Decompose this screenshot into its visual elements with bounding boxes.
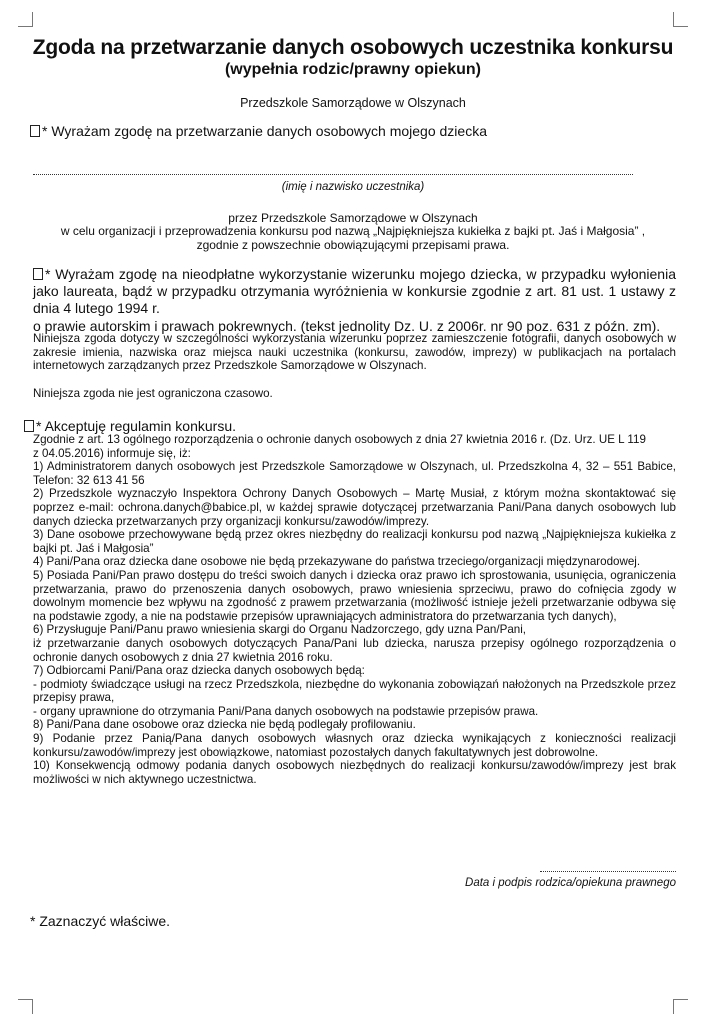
signature-field[interactable] — [540, 869, 676, 872]
document-subtitle: (wypełnia rodzic/prawny opiekun) — [224, 61, 482, 78]
gdpr-item: 3) Dane osobowe przechowywane będą przez okres niezbędny do realizacji konkursu pod nazwą „Najpiękniejsza kukiełka z bajki pt. Jaś i Małgosia” — [33, 528, 676, 555]
gdpr-information — [33, 433, 676, 786]
gdpr-item: 2) Przedszkole wyznaczyło Inspektora Ochrony Danych Osobowych – Martę Musiał, z którym można skontaktować się poprzez e-mail: ochrona.danych@babice.pl, w każdej sprawie dotyczącej przetwarzania Pani/Pana danych osobowych lub danych dziecka przetwarzanych przy organizacji konkursu/zawodów/imprezy. — [33, 487, 676, 528]
crop-mark-bottom-right — [673, 999, 688, 1014]
accept-regulations-label: * Akceptuję regulamin konkursu. — [36, 418, 236, 434]
crop-mark-bottom-left — [18, 999, 33, 1014]
crop-mark-top-right — [673, 12, 688, 27]
document-title: Zgoda na przetwarzanie danych osobowych uczestnika konkursu — [32, 36, 674, 59]
copyright-law-reference: o prawie autorskim i prawach pokrewnych. (tekst jednolity Dz. U. z 2006r. nr 90 poz. 631 z późn. zm). — [33, 318, 661, 334]
gdpr-item: 10) Konsekwencją odmowy podania danych osobowych niezbędnych do realizacji konkursu/zawodów/imprezy jest brak możliwości w nich aktywnego uczestnictwa. — [33, 759, 676, 786]
consent-image-use[interactable] — [33, 266, 676, 317]
gdpr-intro-2: z 04.05.2016) informuje się, iż: — [33, 446, 191, 460]
consent-data-processing-label: * Wyrażam zgodę na przetwarzanie danych osobowych mojego dziecka — [42, 123, 487, 139]
gdpr-item: iż przetwarzanie danych osobowych dotyczących Pana/Pani lub dziecka, narusza przepisy ogólnego rozporządzenia o ochronie danych osobowych z dnia 27 kwietnia 2016 roku. — [33, 636, 676, 664]
child-name-field[interactable] — [33, 172, 633, 175]
school-name: Przedszkole Samorządowe w Olszynach — [240, 96, 466, 110]
gdpr-item: 5) Posiada Pani/Pan prawo dostępu do treści swoich danych i dziecka oraz prawo ich sprostowania, usunięcia, ograniczenia przetwarzania, prawo do przenoszenia danych osobowych, prawo wniesienia sprzeciwu, prawo do cofnięcia zgody w dowolnym momencie bez wpływu na zgodność z prawem przetwarzania (możliwość istnieje jeżeli przetwarzanie odbywa się na podstawie zgody, a nie na podstawie przepisów uprawniających administratora do przetwarzania tych danych), — [33, 568, 676, 623]
crop-mark-top-left — [18, 12, 33, 27]
gdpr-item: - podmioty świadczące usługi na rzecz Przedszkola, niezbędne do wykonania zobowiązań nałożonych na Przedszkole przez przepisy prawa, — [33, 677, 676, 705]
gdpr-item: 6) Przysługuje Pani/Panu prawo wniesienia skargi do Organu Nadzorczego, gdy uzna Pan/Pani, — [33, 623, 527, 637]
consent-unlimited-note: Niniejsza zgoda nie jest ograniczona czasowo. — [33, 387, 273, 400]
consent-line-2: w celu organizacji i przeprowadzenia konkursu pod nazwą „Najpiękniejsza kukiełka z bajki pt. Jaś i Małgosia” , — [60, 224, 646, 238]
gdpr-item: - organy uprawnione do otrzymania Pani/Pana danych osobowych na podstawie przepisów prawa. — [33, 704, 539, 718]
consent-image-use-label: * Wyrażam zgodę na nieodpłatne wykorzystanie wizerunku mojego dziecka, w przypadku wyłonienia jako laureata, bądź w przypadku otrzymania wyróżnienia w konkursie zgodnie z art. 81 ust. 1 ustawy z dnia 4 lutego 1994 r. — [33, 266, 676, 316]
consent-data-processing[interactable] — [30, 123, 487, 140]
consent-line-3: zgodnie z powszechnie obowiązującymi przepisami prawa. — [196, 238, 510, 252]
consent-line-1: przez Przedszkole Samorządowe w Olszynach — [228, 211, 478, 225]
gdpr-item: 4) Pani/Pana oraz dziecka dane osobowe nie będą przekazywane do państwa trzeciego/organizacji międzynarodowej. — [33, 555, 641, 569]
gdpr-item: 8) Pani/Pana dane osobowe oraz dziecka nie będą podlegały profilowaniu. — [33, 718, 416, 732]
image-use-details: Niniejsza zgoda dotyczy w szczególności wykorzystania wizerunku poprzez zamieszczenie fotografii, danych osobowych w zakresie imienia, nazwiska oraz miejsca nauki uczestnika (konkursu, zawodów, imprezy) w publikacjach na portalach internetowych zarządzanych przez Przedszkole Samorządowe w Olszynach. — [33, 332, 676, 373]
gdpr-item: 1) Administratorem danych osobowych jest Przedszkole Samorządowe w Olszynach, ul. Przedszkolna 4, 32 – 551 Babice, Telefon: 32 613 41 56 — [33, 460, 676, 487]
checkbox-icon[interactable] — [24, 420, 34, 432]
gdpr-item: 9) Podanie przez Panią/Pana danych osobowych własnych oraz dziecka wynikających z konieczności realizacji konkursu/zawodów/imprezy jest obowiązkowe, natomiast pozostałych danych fakultatywnych jest dobrowolne. — [33, 732, 676, 759]
child-name-caption: (imię i nazwisko uczestnika) — [281, 181, 425, 193]
footnote: * Zaznaczyć właściwe. — [30, 913, 171, 929]
gdpr-item: 7) Odbiorcami Pani/Pana oraz dziecka danych osobowych będą: — [33, 664, 365, 678]
signature-caption: Data i podpis rodzica/opiekuna prawnego — [465, 877, 676, 889]
checkbox-icon[interactable] — [30, 125, 40, 137]
checkbox-icon[interactable] — [33, 268, 43, 280]
gdpr-intro-1: Zgodnie z art. 13 ogólnego rozporządzenia o ochronie danych osobowych z dnia 27 kwietnia 2016 r. (Dz. Urz. UE L 119 — [33, 433, 646, 446]
